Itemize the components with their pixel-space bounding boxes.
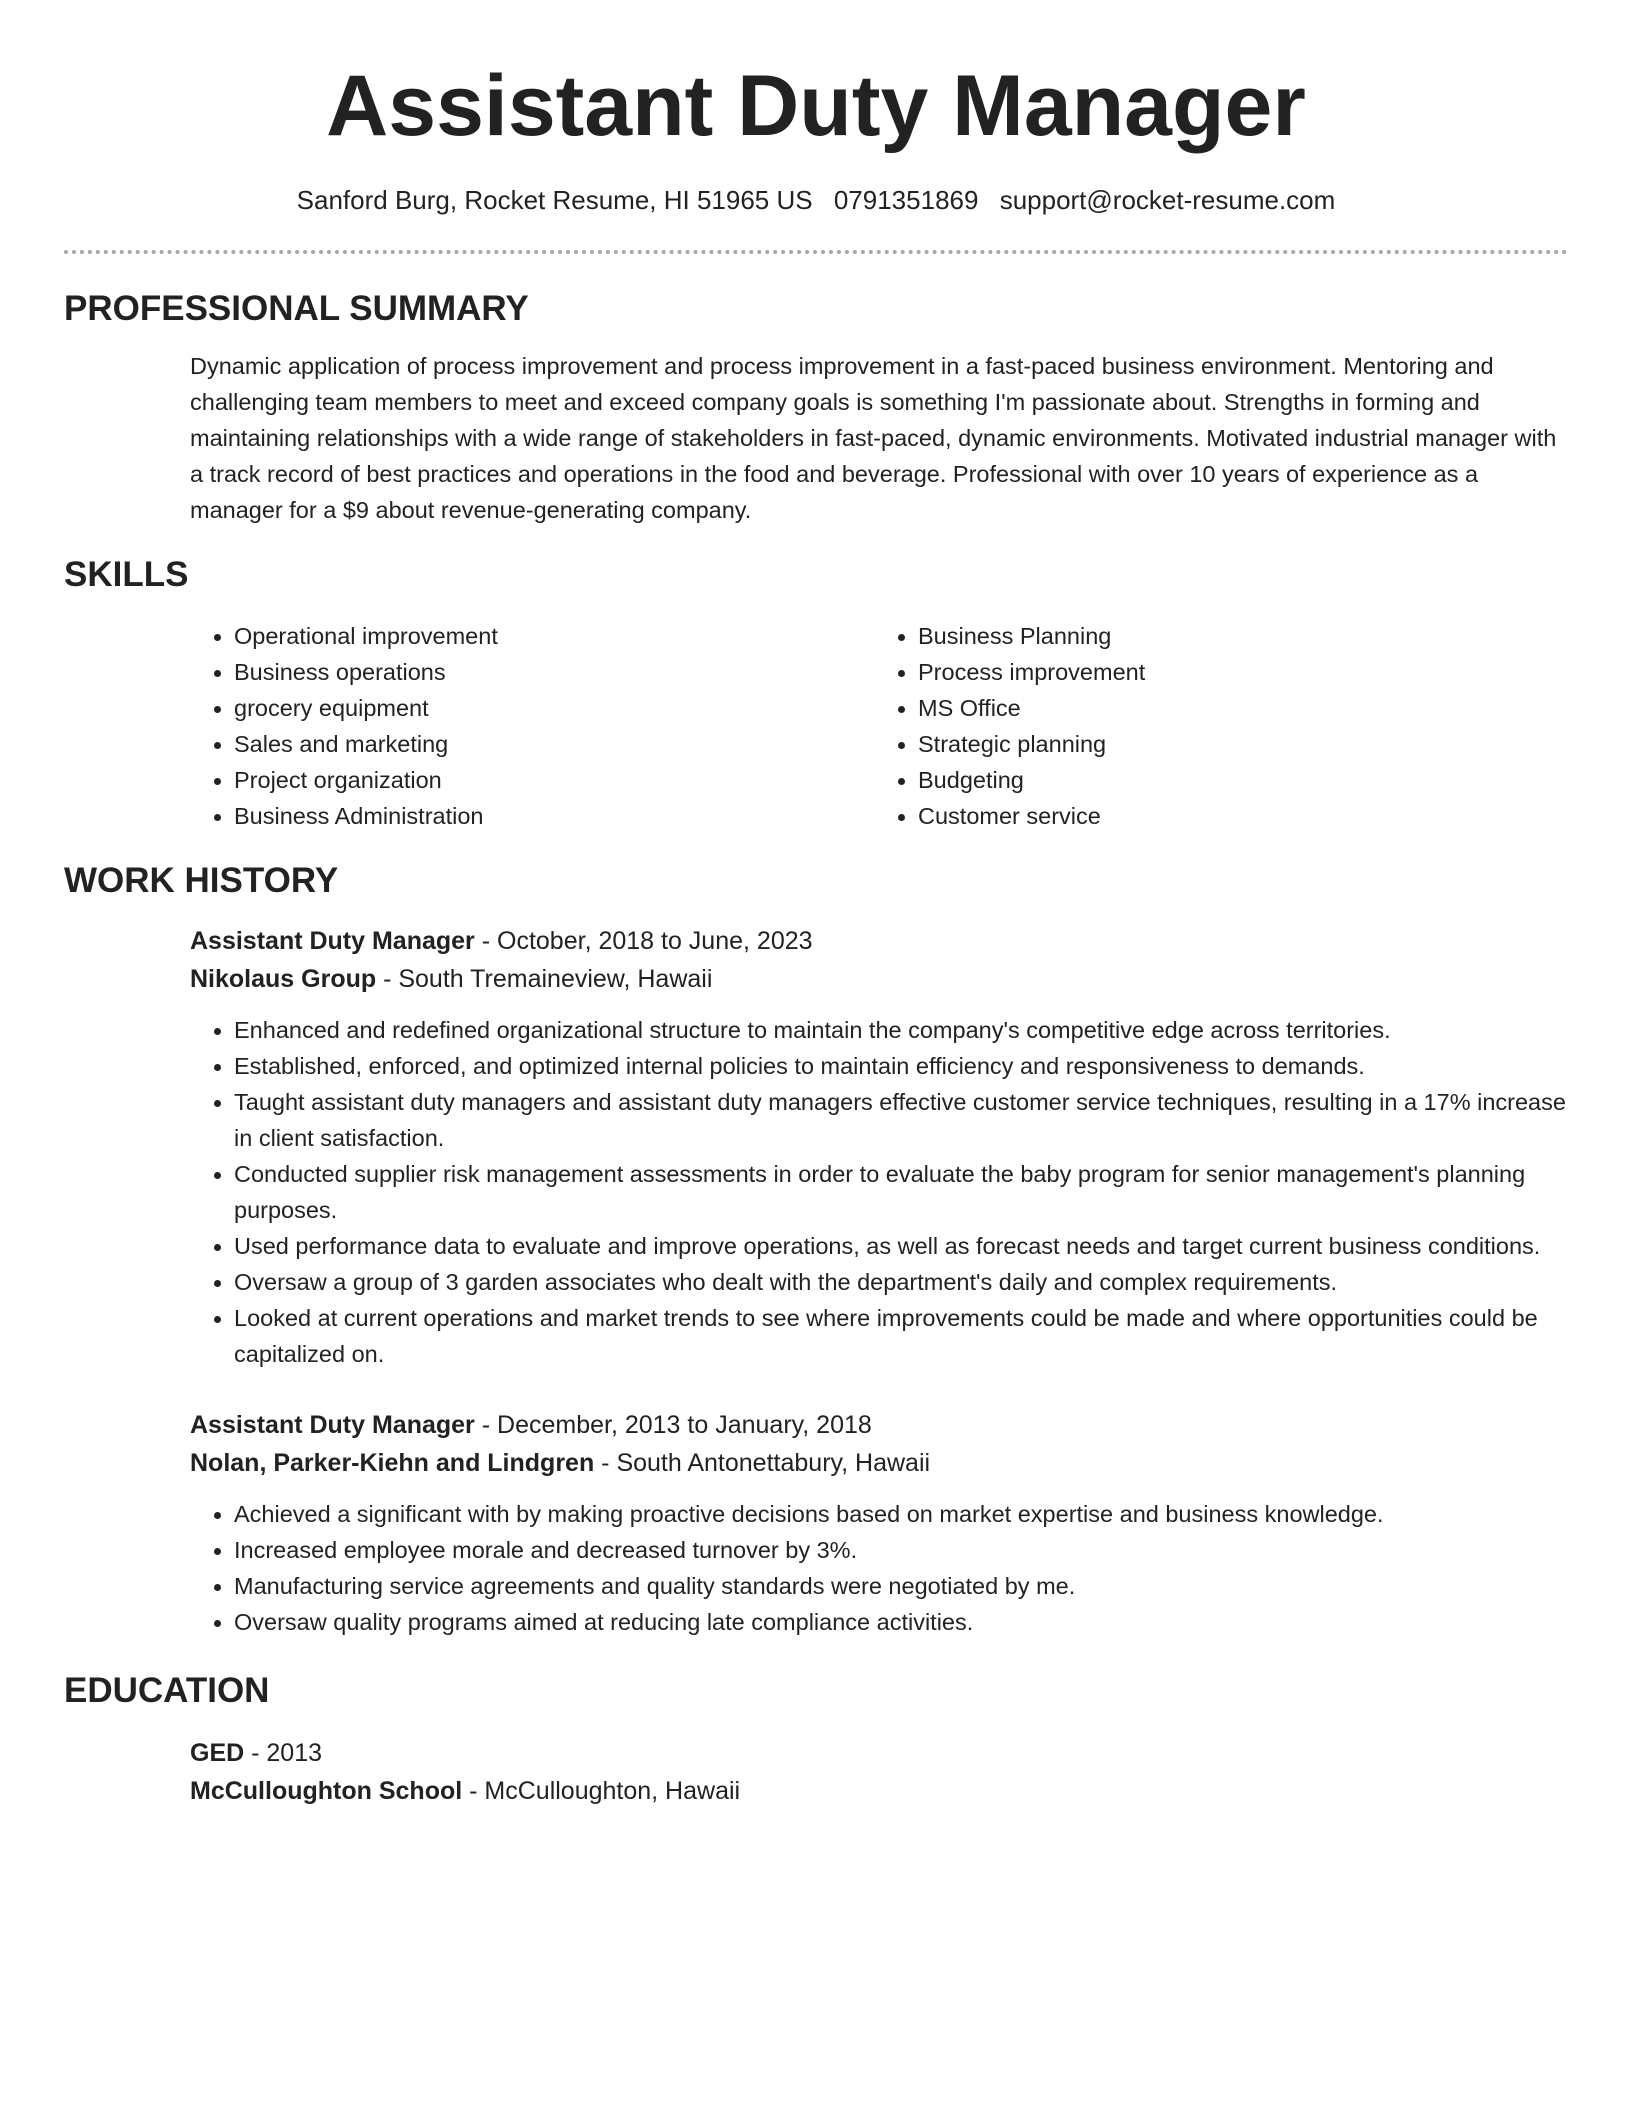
skill-item: • Process improvement (918, 654, 1558, 690)
job-bullets (190, 1496, 1568, 1640)
summary-text: Dynamic application of process improvement and process improvement in a fast-paced business environment. Mentoring and challenging team members to meet and exceed company goals is something I'm passionate about. Strengths in forming and maintaining relationships with a wide range of stakeholders in fast-paced, dynamic environments. Motivated industrial manager with a track record of best practices and operations in the food and beverage. Professional with over 10 years of experience as a manager for a $9 about revenue-generating company. (190, 353, 1557, 523)
contact-phone: 0791351869 (833, 185, 979, 215)
skill-item: • Customer service (918, 798, 1558, 834)
job-bullets (190, 1012, 1568, 1372)
skill-item: • Business Administration (234, 798, 874, 834)
education-section (64, 1670, 1568, 1810)
job-title-line (190, 1406, 1568, 1444)
job-bullet: • Manufacturing service agreements and quality standards were negotiated by me. (234, 1568, 1568, 1604)
contact-address: Sanford Burg, Rocket Resume, HI 51965 US (296, 185, 813, 215)
work-history-section (64, 860, 1568, 1640)
job-location: - South Tremaineview, Hawaii (376, 965, 713, 993)
job-entry (190, 922, 1568, 1372)
skill-item: • Business operations (234, 654, 874, 690)
job-title-line (190, 922, 1568, 960)
job-bullet: • Used performance data to evaluate and improve operations, as well as forecast needs and target current business conditions. (234, 1228, 1568, 1264)
job-role: Assistant Duty Manager (190, 1411, 475, 1439)
job-bullet: • Established, enforced, and optimized internal policies to maintain efficiency and responsiveness to demands. (234, 1048, 1568, 1084)
job-bullet: • Conducted supplier risk management assessments in order to evaluate the baby program for senior management's planning purposes. (234, 1156, 1568, 1228)
summary-heading: PROFESSIONAL SUMMARY (64, 289, 529, 328)
job-entry (190, 1406, 1568, 1640)
work-history-body (190, 922, 1568, 1640)
job-role: Assistant Duty Manager (190, 927, 475, 955)
education-school-line (190, 1772, 1568, 1810)
skill-item: • MS Office (918, 690, 1558, 726)
job-company-line (190, 960, 1568, 998)
job-bullet: • Increased employee morale and decreased turnover by 3%. (234, 1532, 1568, 1568)
resume-header (64, 0, 1568, 216)
education-degree: GED (190, 1739, 245, 1767)
education-degree-line (190, 1734, 1568, 1772)
job-bullet: • Oversaw quality programs aimed at reducing late compliance activities. (234, 1604, 1568, 1640)
job-bullet: • Oversaw a group of 3 garden associates who dealt with the department's daily and complex requirements. (234, 1264, 1568, 1300)
job-company-line (190, 1444, 1568, 1482)
contact-line (64, 184, 1568, 216)
education-year: - 2013 (244, 1739, 323, 1767)
job-company: Nikolaus Group (190, 965, 377, 993)
skill-item: • Sales and marketing (234, 726, 874, 762)
job-company: Nolan, Parker-Kiehn and Lindgren (190, 1449, 595, 1477)
skill-item: • Strategic planning (918, 726, 1558, 762)
education-school: McCulloughton School (190, 1777, 463, 1805)
skill-item: • Operational improvement (234, 618, 874, 654)
skill-item: • Budgeting (918, 762, 1558, 798)
job-bullet: • Achieved a significant with by making proactive decisions based on market expertise and business knowledge. (234, 1496, 1568, 1532)
skills-section (64, 554, 1568, 834)
skill-item: • Project organization (234, 762, 874, 798)
job-location: - South Antonettabury, Hawaii (594, 1449, 931, 1477)
job-dates: - December, 2013 to January, 2018 (474, 1411, 872, 1439)
education-location: - McCulloughton, Hawaii (462, 1777, 741, 1805)
work-history-heading: WORK HISTORY (64, 861, 339, 900)
contact-email: support@rocket-resume.com (999, 185, 1336, 215)
job-bullet: • Enhanced and redefined organizational structure to maintain the company's competitive edge across territories. (234, 1012, 1568, 1048)
skill-item: • grocery equipment (234, 690, 874, 726)
skills-right-list (874, 618, 1558, 834)
candidate-name: Assistant Duty Manager (326, 58, 1306, 154)
education-body (190, 1734, 1568, 1810)
skills-left-list (190, 618, 874, 834)
job-bullet: • Taught assistant duty managers and assistant duty managers effective customer service techniques, resulting in a 17% increase in client satisfaction. (234, 1084, 1568, 1156)
job-bullet: • Looked at current operations and market trends to see where improvements could be made and where opportunities could be capitalized on. (234, 1300, 1568, 1372)
skill-item: • Business Planning (918, 618, 1558, 654)
skills-columns (190, 618, 1568, 834)
summary-section (64, 288, 1568, 528)
job-dates: - October, 2018 to June, 2023 (474, 927, 813, 955)
skills-heading: SKILLS (64, 555, 189, 594)
education-heading: EDUCATION (64, 1671, 270, 1710)
header-divider (64, 250, 1568, 254)
